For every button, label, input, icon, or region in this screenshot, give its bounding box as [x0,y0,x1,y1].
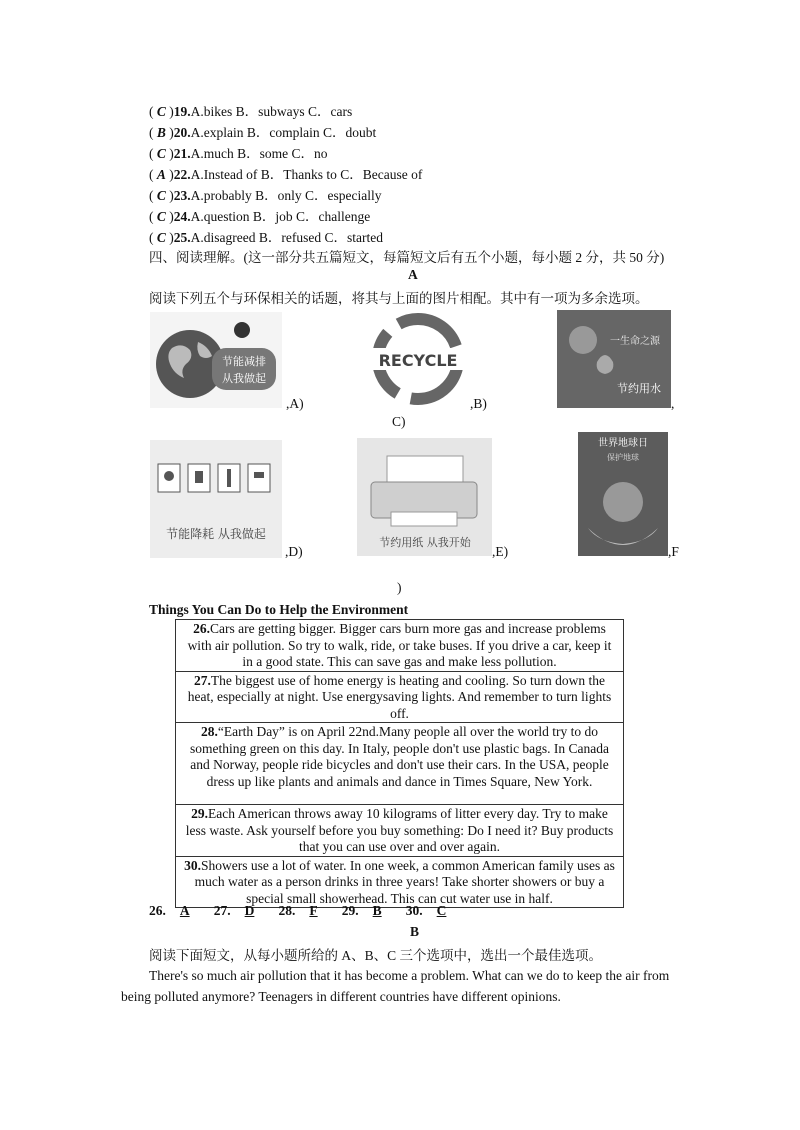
water-drop-icon [557,310,671,408]
part-heading: A [408,267,418,282]
hands-earth-icon [578,432,668,556]
table-row: 28.“Earth Day” is on April 22nd.Many people all over the world try to do something green on this day. In Italy, people don't use plastic bags. In Canada and Norway, people ride bicycles and don't use their cars. In the USA, people dress up like plants and animals and dance in Times Square, New York. [176,723,624,805]
image-caption: ,E) [492,544,509,559]
image-caption: ) [397,580,402,595]
answer-line: ( B )20.A.explain B．complain C．doubt [149,125,377,140]
svg-text:从我做起: 从我做起 [222,372,266,385]
answer-line: ( C )19.A.bikes B．subways C．cars [149,104,353,119]
energy-icons [150,440,282,558]
svg-text:节能减排: 节能减排 [222,355,266,368]
table-row: 29.Each American throws away 10 kilograms of litter every day. Try to make less waste. Ask yourself before you buy something: Do I need it? Buy products that you can use over and over again. [176,805,624,857]
recycle-icon [370,312,466,406]
table-row: 27.The biggest use of home energy is heating and cooling. So turn down the heat, especially at night. Use energysaving lights. And remember to turn lights off. [176,671,624,723]
instruction-text: 阅读下列五个与环保相关的话题，将其与上面的图片相配。其中有一项为多余选项。 [149,291,649,306]
image-caption: C) [392,414,406,429]
table-row: 30.Showers use a lot of water. In one week, a common American family uses as much water as a person drinks in three years! Take shorter showers or buy a special small showerhead. This can cut water use in half. [176,856,624,908]
answer-line: ( C )24.A.question B．job C．challenge [149,209,371,224]
answer-line: ( C )25.A.disagreed B．refused C．started [149,230,383,245]
image-caption: ,F [668,544,679,559]
answer-line: ( C )23.A.probably B．only C．especially [149,188,382,203]
svg-text:世界地球日: 世界地球日 [598,438,648,449]
environment-table [175,619,624,908]
image-caption: , [671,396,675,411]
image-caption: ,B) [470,396,487,411]
image-caption: ,D) [285,544,303,559]
table-title: Things You Can Do to Help the Environment [149,602,409,617]
instruction-text: 阅读下面短文，从每小题所给的 A、B、C 三个选项中，选出一个最佳选项。 [149,948,603,963]
svg-text:节约用水: 节约用水 [617,382,661,395]
printer-icon [357,438,492,556]
passage-paragraph: There's so much air pollution that it has become a problem. What can we do to keep the air from being polluted anymore? Teenagers in different countries have different opinions. [121,968,670,1004]
svg-text:保护地球: 保护地球 [607,453,639,462]
section-title: 四、阅读理解。(这一部分共五篇短文，每篇短文后有五个小题，每小题 2 分，共 50 分) [149,250,665,265]
svg-text:一生命之源: 一生命之源 [610,336,660,347]
answer-line: ( C )21.A.much B．some C．no [149,146,328,161]
table-row: 26.Cars are getting bigger. Bigger cars burn more gas and increase problems with air pollution. So try to walk, ride, or take buses. If you drive a car, keep it in a good state. This can save gas and make less pollution. [176,620,624,672]
svg-text:节能降耗 从我做起: 节能降耗 从我做起 [166,527,266,541]
image-caption: ,A) [286,396,304,411]
answer-line: ( A )22.A.Instead of B．Thanks to C．Because of [149,167,423,182]
earth-icon [150,312,282,408]
answer-key: 26. A 27. D 28. F 29. B 30. C [149,903,447,918]
part-heading: B [410,924,420,939]
svg-text:节约用纸 从我开始: 节约用纸 从我开始 [379,536,471,549]
svg-text:RECYCLE: RECYCLE [378,351,458,370]
